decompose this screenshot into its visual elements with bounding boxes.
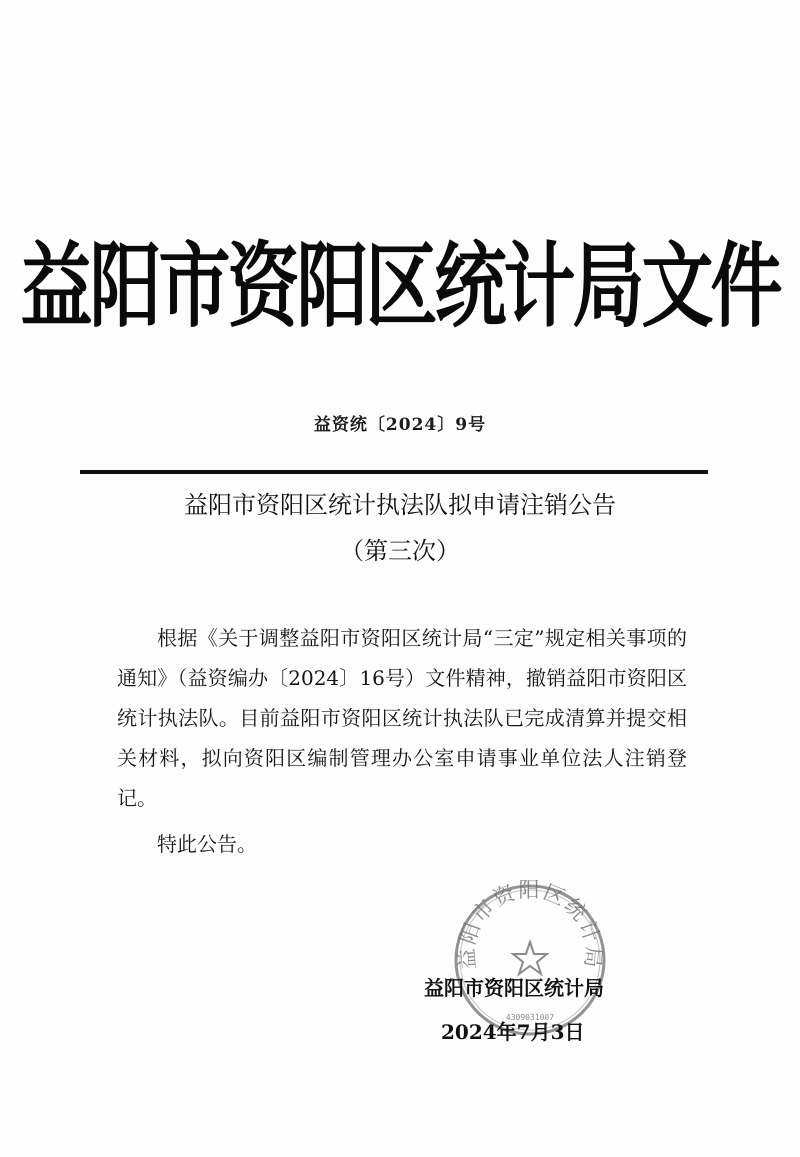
issuer-signature: 益阳市资阳区统计局 [424,976,604,1000]
document-number: 益资统〔2024〕9号 [313,415,487,435]
issue-date: 2024年7月3日 [441,1020,585,1044]
notice-body [117,618,687,818]
notice-body-paragraph: 根据《关于调整益阳市资阳区统计局“三定”规定相关事项的通知》（益资编办〔2024〕16号）文件精神，撤销益阳市资阳区统计执法队。目前益阳市资阳区统计执法队已完成清算并提交相关材料，拟向资阳区编制管理办公室申请事业单位法人注销登记。 [117,626,687,810]
document-header-title: 益阳市资阳区统计局文件 [20,232,780,340]
notice-title: 益阳市资阳区统计执法队拟申请注销公告 [184,491,616,519]
notice-closing: 特此公告。 [157,832,257,856]
header-divider [80,470,708,474]
notice-subtitle: （第三次） [340,537,460,565]
svg-text:4309031007: 4309031007 [505,1013,555,1022]
svg-text:益阳市资阳区统计局: 益阳市资阳区统计局 [454,880,606,971]
